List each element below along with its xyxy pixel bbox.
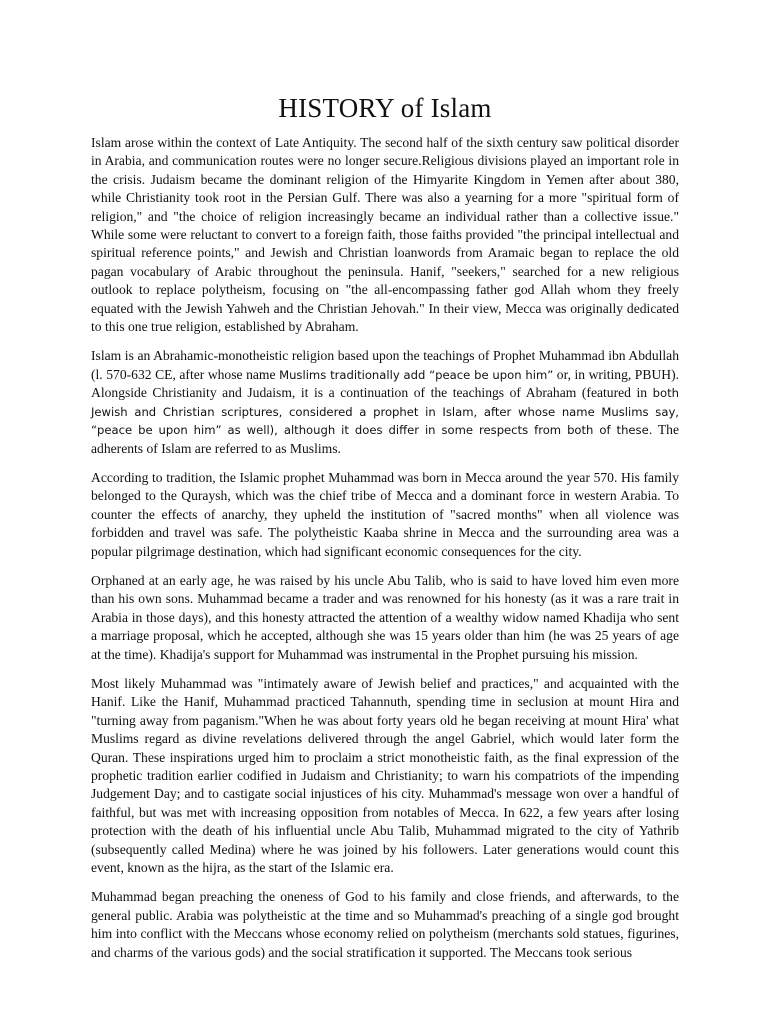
paragraph-text-sans: both Jewish and Christian scriptures, considered a prophet in Islam, after whose name Muslims say, “peace be upon him” as well), although it does differ in some respects from both of these. xyxy=(91,386,679,438)
paragraph-text: Islam arose within the context of Late Antiquity. The second half of the sixth century saw political disorder in Arabia, and communication routes were no longer secure.Religious divisions played an important role in the crisis. Judaism became the dominant religion of the Himyarite Kingdom in Yemen after about 380, while Christianity took root in the Persian Gulf. There was also a yearning for a more "spiritual form of religion," and "the choice of religion increasingly became an individual rather than a collective issue." While some were reluctant to convert to a foreign faith, those faiths provided "the principal intellectual and spiritual reference points," and Jewish and Christian loanwords from Aramaic began to replace the old pagan vocabulary of Arabic throughout the peninsula. Hanif, "seekers," searched for a new religious outlook to replace polytheism, focusing on "the all-encompassing father god Allah whom they freely equated with the Jewish Yahweh and the Christian Jehovah." In their view, Mecca was originally dedicated to this one true religion, established by Abraham. xyxy=(91,135,679,335)
paragraph-text: Most likely Muhammad was "intimately aware of Jewish belief and practices," and acquainted with the Hanif. Like the Hanif, Muhammad practiced Tahannuth, spending time in seclusion at mount Hira and "turning away from paganism."When he was about forty years old he began receiving at mount Hira' what Muslims regard as divine revelations delivered through the angel Gabriel, which would later form the Quran. These inspirations urged him to proclaim a strict monotheistic faith, as the final expression of the prophetic tradition earlier codified in Judaism and Christianity; to warn his compatriots of the impending Judgement Day; and to castigate social injustices of his city. Muhammad's message won over a handful of faithful, but was met with increasing opposition from notables of Mecca. In 622, a few years after losing protection with the death of his influential uncle Abu Talib, Muhammad migrated to the city of Yathrib (subsequently called Medina) where he was joined by his followers. Later generations would count this event, known as the hijra, as the start of the Islamic era. xyxy=(91,675,679,876)
paragraph-late-antiquity xyxy=(91,134,679,336)
paragraph-text: Muhammad began preaching the oneness of God to his family and close friends, and afterwards, to the general public. Arabia was polytheistic at the time and so Muhammad's preaching of a single god brought him into conflict with the Meccans whose economy relied on polytheism (merchants sold statues, figurines, and charms of the various gods) and the social stratification it supported. The Meccans took serious xyxy=(91,889,679,960)
paragraph-revelations xyxy=(91,675,679,877)
document-title: HISTORY of Islam xyxy=(278,93,492,123)
paragraph-preaching xyxy=(91,888,679,962)
paragraph-abrahamic-religion xyxy=(91,347,679,457)
paragraph-text: Orphaned at an early age, he was raised by his uncle Abu Talib, who is said to have loved him even more than his own sons. Muhammad became a trader and was renowned for his honesty (as it was a rare trait in Arabia in those days), and this honesty attracted the attention of a wealthy widow named Khadija who sent a marriage proposal, which he accepted, although she was 15 years older than him (he was 25 years of age at the time). Khadija's support for Muhammad was instrumental in the Prophet pursuing his mission. xyxy=(91,572,679,662)
paragraph-text: According to tradition, the Islamic prophet Muhammad was born in Mecca around the year 570. His family belonged to the Quraysh, which was the chief tribe of Mecca and a dominant force in western Arabia. To counter the effects of anarchy, they upheld the institution of "sacred months" when all violence was forbidden and travel was safe. The polytheistic Kaaba shrine in Mecca and the surrounding area was a popular pilgrimage destination, which had significant economic consequences for the city. xyxy=(91,469,679,559)
paragraph-orphaned xyxy=(91,572,679,664)
paragraph-text-sans: Muslims traditionally add “peace be upon him” xyxy=(279,367,554,382)
paragraph-text: The adherents of Islam are referred to as Muslims. xyxy=(91,422,679,456)
paragraph-text: Islam is an Abrahamic-monotheistic religion based upon the teachings of Prophet Muhammad ibn Abdullah (l. 570-632 CE, after whose name xyxy=(91,348,679,382)
paragraph-birth-in-mecca xyxy=(91,469,679,561)
paragraph-text: or, in writing, PBUH). Alongside Christianity and Judaism, it is a continuation of the teachings of Abraham (featured in xyxy=(91,366,679,401)
